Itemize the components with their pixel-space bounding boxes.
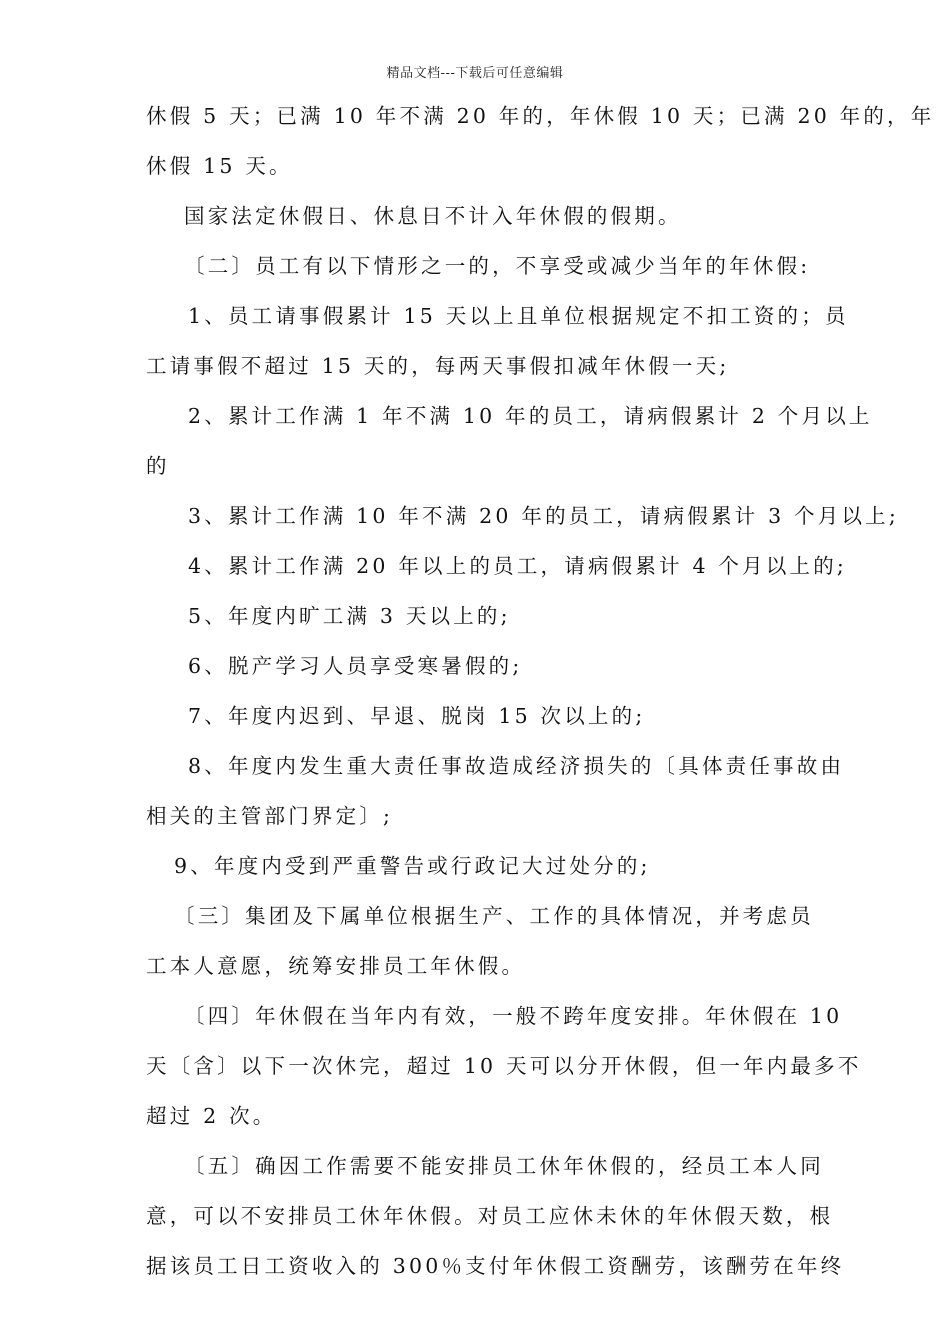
text-line: 休假 15 天。: [146, 154, 293, 178]
text-line: 7、年度内迟到、早退、脱岗 15 次以上的;: [188, 704, 646, 728]
text-line: 6、脱产学习人员享受寒暑假的;: [188, 654, 523, 678]
text-line: 1、员工请事假累计 15 天以上且单位根据规定不扣工资的；员: [188, 304, 849, 328]
text-line: 5、年度内旷工满 3 天以上的;: [188, 604, 511, 628]
text-line: 相关的主管部门界定〕;: [146, 804, 394, 828]
text-line: 〔三〕集团及下属单位根据生产、工作的具体情况，并考虑员: [174, 904, 814, 928]
text-line: 工本人意愿，统筹安排员工年休假。: [146, 954, 526, 978]
text-line: 〔五〕确因工作需要不能安排员工休年休假的，经员工本人同: [184, 1154, 824, 1178]
text-line: 据该员工日工资收入的 300％支付年休假工资酬劳，该酬劳在年终: [146, 1254, 845, 1278]
text-line: 休假 5 天；已满 10 年不满 20 年的，年休假 10 天；已满 20 年的，年: [146, 104, 935, 128]
text-line: 3、累计工作满 10 年不满 20 年的员工，请病假累计 3 个月以上;: [188, 504, 899, 528]
text-line: 8、年度内发生重大责任事故造成经济损失的〔具体责任事故由: [188, 754, 845, 778]
text-line: 工请事假不超过 15 天的，每两天事假扣减年休假一天;: [146, 354, 730, 378]
text-line: 超过 2 次。: [146, 1104, 277, 1128]
text-line: 的: [146, 454, 170, 478]
text-line: 〔四〕年休假在当年内有效，一般不跨年度安排。年休假在 10: [184, 1004, 843, 1028]
text-line: 意，可以不安排员工休年休假。对员工应休未休的年休假天数，根: [146, 1204, 834, 1228]
text-line: 〔二〕员工有以下情形之一的，不享受或减少当年的年休假:: [184, 254, 811, 278]
text-line: 9、年度内受到严重警告或行政记大过处分的;: [174, 854, 651, 878]
text-line: 4、累计工作满 20 年以上的员工，请病假累计 4 个月以上的;: [188, 554, 848, 578]
text-line: 天〔含〕以下一次休完，超过 10 天可以分开休假，但一年内最多不: [146, 1054, 862, 1078]
text-line: 国家法定休假日、休息日不计入年休假的假期。: [184, 204, 682, 228]
page-header: 精品文档---下载后可任意编辑: [386, 66, 564, 81]
document-body: [146, 91, 935, 1291]
text-line: 2、累计工作满 1 年不满 10 年的员工，请病假累计 2 个月以上: [188, 404, 873, 428]
